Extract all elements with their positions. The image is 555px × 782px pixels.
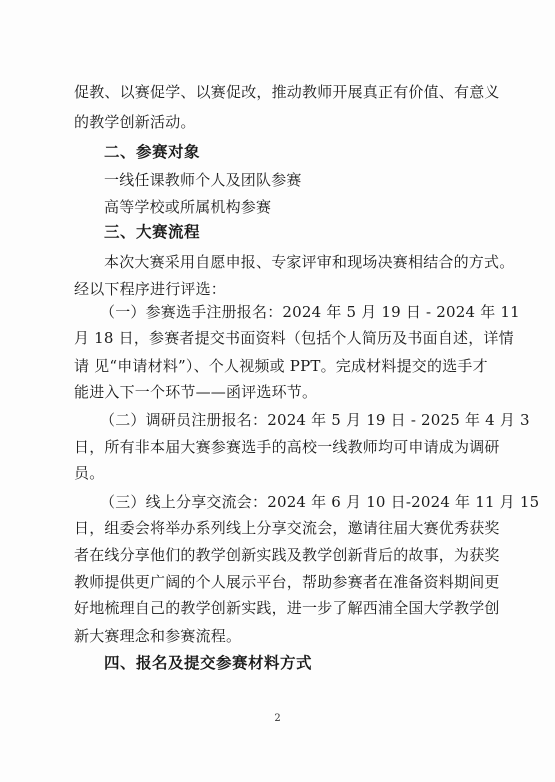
paragraph-line: 的教学创新活动。 bbox=[74, 113, 196, 131]
paragraph-line: 一线任课教师个人及团队参赛 bbox=[104, 171, 302, 189]
paragraph-line: 者在线分享他们的教学创新实践及教学创新背后的故事，为获奖 bbox=[74, 546, 500, 564]
paragraph-line: 请 见“申请材料”）、个人视频或 PPT。完成材料提交的选手才 bbox=[74, 357, 488, 375]
paragraph-line: 本次大赛采用自愿申报、专家评审和现场决赛相结合的方式。 bbox=[104, 253, 515, 271]
section-heading: 二、参赛对象 bbox=[104, 143, 201, 161]
page-number: 2 bbox=[274, 713, 281, 724]
section-heading: 三、大赛流程 bbox=[104, 223, 201, 241]
paragraph-line: （一）参赛选手注册报名：2024 年 5 月 19 日 - 2024 年 11 bbox=[100, 303, 520, 321]
paragraph-line: 月 18 日，参赛者提交书面资料（包括个人简历及书面自述，详情 bbox=[74, 329, 514, 347]
paragraph-line: 员。 bbox=[74, 464, 105, 482]
paragraph-line: 新大赛理念和参赛流程。 bbox=[74, 627, 242, 645]
paragraph-line: 高等学校或所属机构参赛 bbox=[104, 198, 272, 216]
paragraph-line: （二）调研员注册报名：2024 年 5 月 19 日 - 2025 年 4 月 3 bbox=[100, 411, 530, 429]
paragraph-line: 促教、以赛促学、以赛促改，推动教师开展真正有价值、有意义 bbox=[74, 83, 500, 101]
paragraph-line: 日，组委会将举办系列线上分享交流会，邀请往届大赛优秀获奖 bbox=[74, 519, 500, 537]
paragraph-line: 教师提供更广阔的个人展示平台，帮助参赛者在准备资料期间更 bbox=[74, 573, 500, 591]
paragraph-line: 日，所有非本届大赛参赛选手的高校一线教师均可申请成为调研 bbox=[74, 438, 500, 456]
paragraph-line: 经以下程序进行评选： bbox=[74, 280, 227, 298]
paragraph-line: 能进入下一个环节——函评选环节。 bbox=[74, 383, 318, 401]
paragraph-line: 好地梳理自己的教学创新实践，进一步了解西浦全国大学教学创 bbox=[74, 599, 500, 617]
section-heading: 四、报名及提交参赛材料方式 bbox=[104, 654, 313, 672]
paragraph-line: （三）线上分享交流会：2024 年 6 月 10 日-2024 年 11 月 15 bbox=[100, 493, 540, 511]
